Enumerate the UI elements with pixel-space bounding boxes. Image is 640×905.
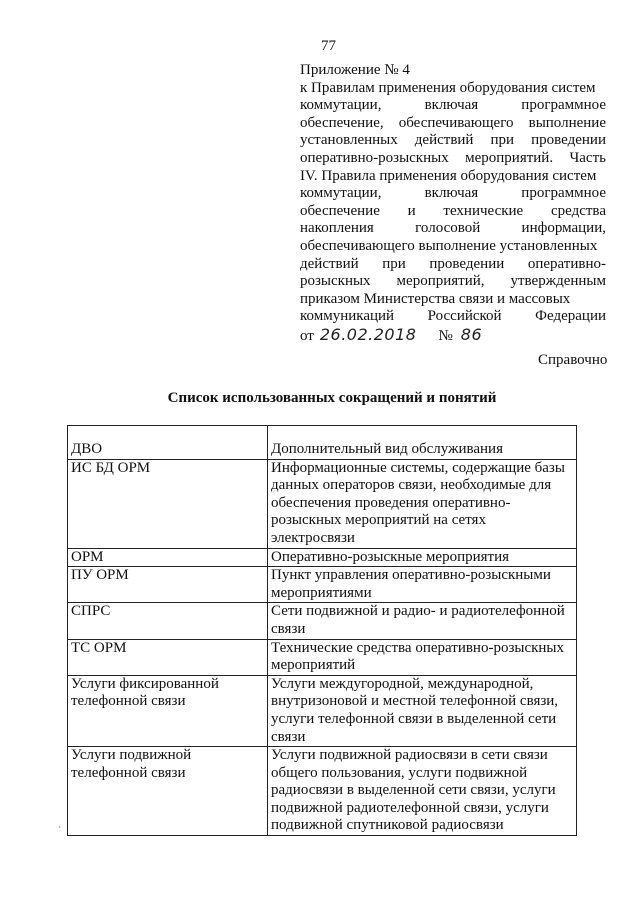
appendix-line: обеспечивающего выполнение установленных [300, 237, 598, 254]
appendix-word: технические [443, 202, 524, 219]
appendix-line [300, 132, 606, 150]
appendix-word: проведении [531, 132, 606, 149]
abbreviation-term: ДВО [68, 426, 268, 460]
appendix-line [300, 150, 606, 168]
appendix-word: мероприятий, [396, 273, 485, 290]
appendix-word: обеспечивающего [398, 114, 514, 131]
appendix-word: голосовой [415, 220, 481, 237]
appendix-word: информации, [521, 220, 606, 237]
abbreviation-term: ИС БД ОРМ [68, 459, 268, 548]
appendix-word: коммутации, [300, 97, 382, 114]
abbreviation-definition: Технические средства оперативно-розыскных мероприятий [268, 639, 577, 675]
appendix-word: Российской [427, 308, 502, 325]
appendix-text [300, 80, 606, 326]
appendix-line: приказом Министерства связи и массовых [300, 290, 571, 307]
appendix-line [300, 115, 606, 133]
list-title [0, 390, 640, 407]
reference-label: Справочно [538, 352, 608, 368]
appendix-word: коммутации, [300, 185, 382, 202]
appendix-word: коммуникаций [300, 308, 395, 325]
appendix-line [300, 256, 606, 274]
abbreviation-term: Услуги подвижной телефонной связи [68, 747, 268, 836]
appendix-word: проведении [429, 255, 505, 272]
abbreviation-definition: Услуги подвижной радиосвязи в сети связи общего пользования, услуги подвижной радиосвязи в выделенной сети связи, услуги подвижной радиотелефонной связи, услуги подвижной спутниковой радиосвязи [268, 747, 577, 836]
abbreviation-definition: Услуги междугородной, международной, внутризоновой и местной телефонной связи, услуги телефонной связи в выделенной сети связи [268, 675, 577, 746]
appendix-word: программное [521, 185, 606, 202]
scan-mark: ` [58, 826, 62, 837]
appendix-title: Приложение № 4 [300, 62, 410, 78]
handwritten-date: 26.02.2018 [319, 324, 417, 344]
abbreviation-definition: Пункт управления оперативно-розыскными мероприятиями [268, 567, 577, 603]
abbreviation-term: Услуги фиксированной телефонной связи [68, 675, 268, 746]
abbreviation-definition: Оперативно-розыскные мероприятия [268, 548, 577, 567]
appendix-line [300, 203, 606, 221]
abbreviations-table [67, 425, 577, 836]
appendix-line [300, 97, 606, 115]
appendix-word: Федерации [535, 308, 606, 325]
appendix-word: включая [424, 185, 479, 202]
abbreviation-term: ПУ ОРМ [68, 567, 268, 603]
appendix-word: оперативно- [527, 255, 606, 272]
appendix-word: выполнение [528, 114, 606, 131]
appendix-word: розыскных [300, 273, 371, 290]
list-title-text: Список использованных сокращений и понятий [167, 390, 497, 406]
date-prefix: от [300, 327, 314, 344]
appendix-word: Часть [569, 149, 606, 166]
appendix-line: к Правилам применения оборудования систем [300, 79, 596, 96]
appendix-word: обеспечение [300, 202, 380, 219]
table-row [68, 548, 577, 567]
appendix-word: программное [521, 97, 606, 114]
appendix-line [300, 185, 606, 203]
appendix-word: мероприятий. [465, 149, 554, 166]
appendix-word: при [382, 255, 406, 272]
abbreviation-definition: Информационные системы, содержащие базы данных операторов связи, необходимые для обеспечения проведения оперативно-розыскных мероприятий на сетях электросвязи [268, 459, 577, 548]
appendix-line [300, 220, 606, 238]
table-row [68, 675, 577, 746]
appendix-word: и [407, 202, 416, 219]
appendix-line: IV. Правила применения оборудования систем [300, 167, 597, 184]
appendix-word: действий [300, 255, 359, 272]
abbreviation-term: СПРС [68, 603, 268, 639]
table-row [68, 426, 577, 460]
abbreviation-definition: Сети подвижной и радио- и радиотелефонной связи [268, 603, 577, 639]
number-prefix: № [438, 327, 453, 344]
table-row [68, 567, 577, 603]
appendix-word: оперативно-розыскных [300, 149, 449, 166]
appendix-line [300, 273, 606, 291]
handwritten-number: 86 [460, 324, 483, 344]
appendix-word: включая [424, 97, 479, 114]
appendix-date-row [300, 326, 606, 346]
appendix-word: установленных [300, 132, 398, 149]
abbreviations-table-body [68, 426, 577, 836]
table-row [68, 747, 577, 836]
appendix-word: утвержденным [510, 273, 606, 290]
table-row [68, 459, 577, 548]
appendix-word: при [490, 132, 515, 149]
appendix-word: действий [414, 132, 474, 149]
appendix-header [300, 62, 606, 346]
appendix-word: обеспечение, [300, 114, 384, 131]
page-number: 77 [321, 38, 336, 54]
appendix-word: средства [550, 202, 606, 219]
appendix-word: накопления [300, 220, 374, 237]
abbreviation-term: ОРМ [68, 548, 268, 567]
appendix-line [300, 308, 606, 326]
abbreviation-definition: Дополнительный вид обслуживания [268, 426, 577, 460]
table-row [68, 603, 577, 639]
table-row [68, 639, 577, 675]
abbreviation-term: ТС ОРМ [68, 639, 268, 675]
